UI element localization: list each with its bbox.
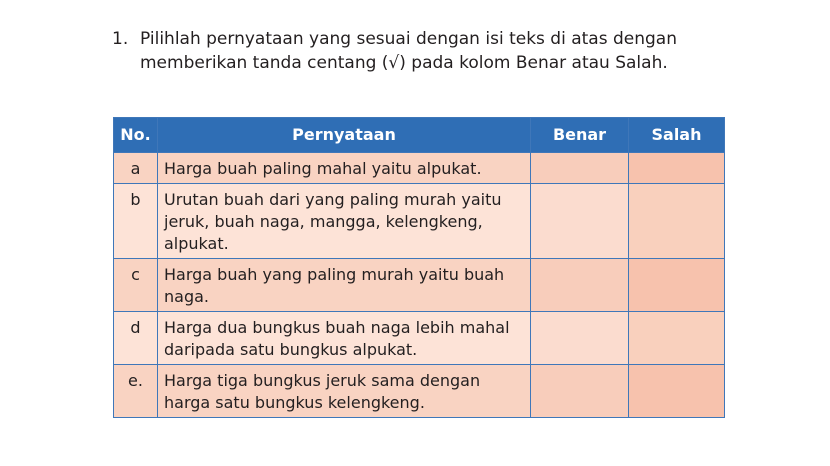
row-statement: Harga buah paling mahal yaitu alpukat. [158, 153, 531, 184]
salah-cell[interactable] [629, 259, 725, 312]
salah-cell[interactable] [629, 365, 725, 418]
benar-cell[interactable] [531, 312, 629, 365]
table-header-row [114, 118, 725, 153]
salah-cell[interactable] [629, 312, 725, 365]
table-row [114, 365, 725, 418]
row-number: c [114, 259, 158, 312]
question-instruction [112, 27, 752, 75]
benar-cell[interactable] [531, 259, 629, 312]
header-statement: Pernyataan [158, 118, 531, 153]
salah-cell[interactable] [629, 153, 725, 184]
header-no: No. [114, 118, 158, 153]
header-salah: Salah [629, 118, 725, 153]
question-text: Pilihlah pernyataan yang sesuai dengan isi teks di atas dengan memberikan tanda centang (√) pada kolom Benar atau Salah. [140, 29, 677, 73]
header-benar: Benar [531, 118, 629, 153]
row-number: b [114, 184, 158, 259]
row-number: e. [114, 365, 158, 418]
row-number: d [114, 312, 158, 365]
statement-table [113, 117, 725, 418]
salah-cell[interactable] [629, 184, 725, 259]
benar-cell[interactable] [531, 184, 629, 259]
table-row [114, 153, 725, 184]
row-statement: Harga tiga bungkus jeruk sama dengan harga satu bungkus kelengkeng. [158, 365, 531, 418]
row-number: a [114, 153, 158, 184]
row-statement: Harga dua bungkus buah naga lebih mahal daripada satu bungkus alpukat. [158, 312, 531, 365]
benar-cell[interactable] [531, 153, 629, 184]
row-statement: Urutan buah dari yang paling murah yaitu jeruk, buah naga, mangga, kelengkeng, alpukat. [158, 184, 531, 259]
question-number: 1. [112, 29, 129, 49]
row-statement: Harga buah yang paling murah yaitu buah naga. [158, 259, 531, 312]
table-row [114, 184, 725, 259]
benar-cell[interactable] [531, 365, 629, 418]
table-row [114, 259, 725, 312]
table-row [114, 312, 725, 365]
